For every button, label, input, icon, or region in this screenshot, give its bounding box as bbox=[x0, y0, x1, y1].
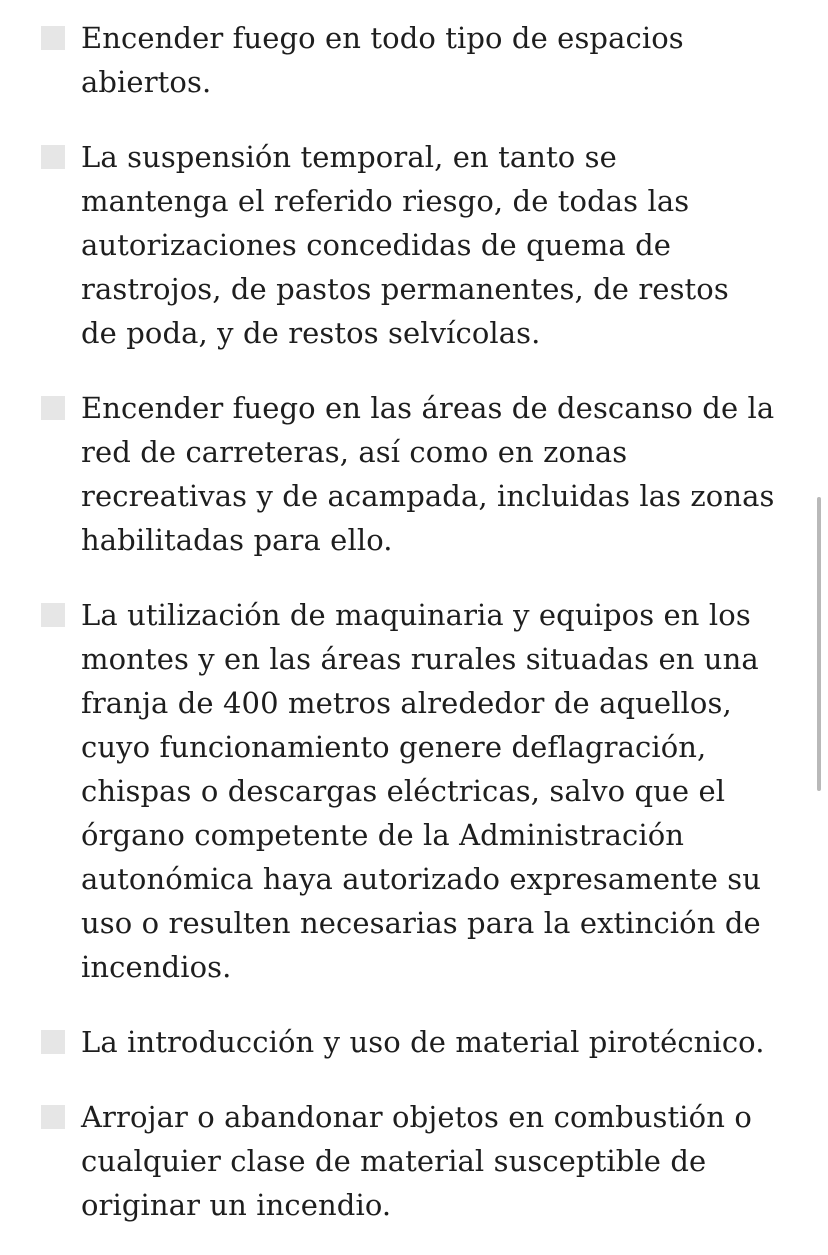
text-line: Encender fuego en las áreas de descanso de la bbox=[81, 391, 775, 425]
list-item-text bbox=[81, 593, 772, 989]
list-item bbox=[0, 1020, 828, 1064]
square-bullet-icon bbox=[41, 1105, 65, 1129]
text-line: La introducción y uso de material pirotécnico. bbox=[81, 1025, 765, 1059]
square-bullet-icon bbox=[41, 26, 65, 50]
text-line: recreativas y de acampada, incluidas las zonas bbox=[81, 479, 775, 513]
text-line: abiertos. bbox=[81, 65, 212, 99]
square-bullet-icon bbox=[41, 603, 65, 627]
list-item bbox=[0, 593, 828, 989]
text-line: autorizaciones concedidas de quema de bbox=[81, 228, 672, 262]
text-line: franja de 400 metros alrededor de aquellos, bbox=[81, 686, 732, 720]
list-item-text bbox=[81, 16, 772, 104]
list-item bbox=[0, 135, 828, 355]
list-item-text bbox=[81, 1095, 772, 1227]
list-item bbox=[0, 1095, 828, 1227]
list-item-text bbox=[81, 386, 775, 562]
text-line: rastrojos, de pastos permanentes, de restos bbox=[81, 272, 729, 306]
list-item-text bbox=[81, 1020, 772, 1064]
scrollbar-thumb[interactable] bbox=[817, 497, 821, 791]
text-line: incendios. bbox=[81, 950, 232, 984]
text-line: autonómica haya autorizado expresamente su bbox=[81, 862, 762, 896]
list-item-text bbox=[81, 135, 772, 355]
text-line: originar un incendio. bbox=[81, 1188, 392, 1222]
square-bullet-icon bbox=[41, 396, 65, 420]
text-line: Encender fuego en todo tipo de espacios bbox=[81, 21, 684, 55]
text-line: órgano competente de la Administración bbox=[81, 818, 685, 852]
list-item bbox=[0, 16, 828, 104]
square-bullet-icon bbox=[41, 145, 65, 169]
text-line: cualquier clase de material susceptible de bbox=[81, 1144, 707, 1178]
text-line: La utilización de maquinaria y equipos en los bbox=[81, 598, 751, 632]
text-line: mantenga el referido riesgo, de todas las bbox=[81, 184, 690, 218]
text-line: montes y en las áreas rurales situadas en una bbox=[81, 642, 759, 676]
text-line: cuyo funcionamiento genere deflagración, bbox=[81, 730, 707, 764]
text-line: chispas o descargas eléctricas, salvo que el bbox=[81, 774, 726, 808]
text-line: uso o resulten necesarias para la extinción de bbox=[81, 906, 761, 940]
text-line: La suspensión temporal, en tanto se bbox=[81, 140, 617, 174]
text-line: habilitadas para ello. bbox=[81, 523, 393, 557]
text-line: Arrojar o abandonar objetos en combustión o bbox=[81, 1100, 752, 1134]
text-line: red de carreteras, así como en zonas bbox=[81, 435, 628, 469]
text-line: de poda, y de restos selvícolas. bbox=[81, 316, 541, 350]
square-bullet-icon bbox=[41, 1030, 65, 1054]
list-item bbox=[0, 386, 828, 562]
